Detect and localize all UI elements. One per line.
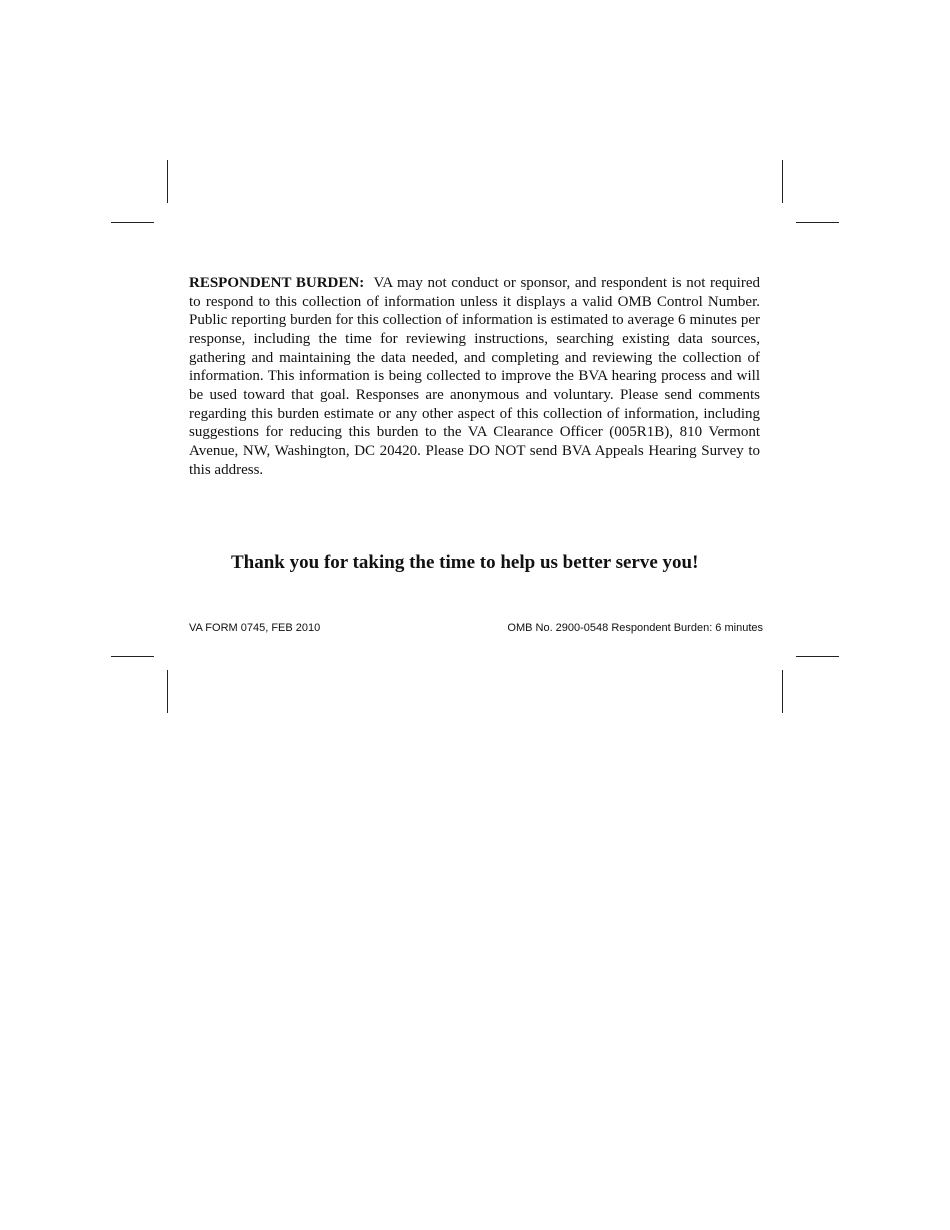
form-id: VA FORM 0745, FEB 2010 — [189, 622, 321, 634]
crop-mark-bottom-right-horizontal — [796, 656, 839, 657]
respondent-burden-label: RESPONDENT BURDEN: — [189, 275, 365, 291]
crop-mark-top-right-vertical — [782, 160, 783, 203]
crop-mark-top-right-horizontal — [796, 222, 839, 223]
respondent-burden-text: VA may not conduct or sponsor, and respondent is not required to respond to this collection of information unless it displays a valid OMB Control Number. Public reporting burden for this collection of information is estimated to average 6 minutes per response, including the time for reviewing instructions, searching existing data sources, gathering and maintaining the data needed, and completing and reviewing the collection of information. This information is being collected to improve the BVA hearing process and will be used toward that goal. Responses are anonymous and voluntary. Please send comments regarding this burden estimate or any other aspect of this collection of information, including suggestions for reducing this burden to the VA Clearance Officer (005R1B), 810 Vermont Avenue, NW, Washington, DC 20420. Please DO NOT send BVA Appeals Hearing Survey to this address. — [189, 275, 761, 478]
crop-mark-bottom-right-vertical — [782, 670, 783, 713]
crop-mark-top-left-horizontal — [111, 222, 154, 223]
crop-mark-bottom-left-vertical — [167, 670, 168, 713]
crop-mark-top-left-vertical — [167, 160, 168, 203]
crop-mark-bottom-left-horizontal — [111, 656, 154, 657]
respondent-burden-paragraph — [189, 274, 760, 479]
omb-info: OMB No. 2900-0548 Respondent Burden: 6 minutes — [507, 622, 763, 634]
thank-you-message: Thank you for taking the time to help us better serve you! — [231, 552, 699, 573]
